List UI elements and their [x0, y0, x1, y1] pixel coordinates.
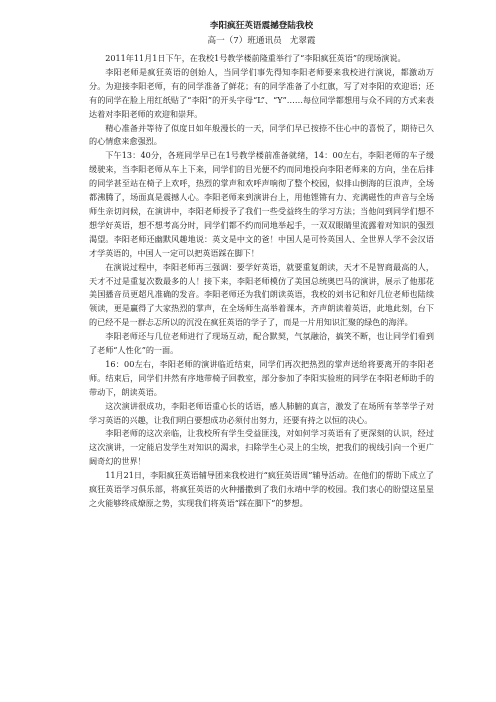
article-title: 李阳疯狂英语震撼登陆我校 — [209, 21, 314, 31]
paragraph: 在演说过程中，李阳老师再三强调：要学好英语，就要重复朗读，天才不是智商最高的人，天才不过是重复次数最多的人！接下来，李阳老师模仿了美国总统奥巴马的演讲，展示了他那花美国播音员更超凡准确的发音。李阳老师还为我们朗读英语，我校的刘书记和好几位老师也陆续领读，更是赢得了大家热烈的掌声，在全场师生高举着课本，齐声朗读着英语，此地此刻，台下的已经不是一群忐忑所以的沉没在疯狂英语的学子了，而是一片用知识汇聚的绿色的海洋。 — [89, 261, 434, 328]
paragraph: 李阳老师的这次亲临，让我校所有学生受益匪浅，对如何学习英语有了更深刻的认识，经过这次演讲，一定能启发学生对知识的渴求，扫除学生心灵上的尘埃，把我们的视线引向一个更广阔奇幻的世界！ — [89, 428, 434, 467]
paragraph: 李阳老师是疯狂英语的创始人，当同学们事先得知李阳老师要来我校进行演说，都激动万分。为迎接李阳老师，有的同学准备了鲜花；有的同学准备了小红旗，写了对李阳的欢迎语；还有的同学在脸上用红纸贴了“李阳”的开头字母“L”、“Y”……每位同学都想用与众不同的方式来表达着对李阳老师的欢迎和崇拜。 — [89, 66, 434, 119]
paragraph: 2011年11月1日下午，在我校1号教学楼前隆重举行了“李阳疯狂英语”的现场演说。 — [105, 53, 406, 63]
paragraph: 李阳老师还与几位老师进行了现场互动，配合默契，气氛融洽，搞笑不断，也让同学们看到了老师“人性化”的一面。 — [89, 331, 434, 356]
byline-class: 高一（7）班通讯员 — [207, 36, 282, 46]
paragraph: 16：00左右，李阳老师的演讲临近结束，同学们再次把热烈的掌声送给将要离开的李阳老师。结束后，同学们井然有序地带椅子回教室，部分参加了李阳实验班的同学在李阳老师助手的带动下，朗读英语。 — [89, 358, 434, 397]
paragraph: 这次演讲很成功，李阳老师语重心长的话语，感人肺腑的真言，激发了在场所有莘莘学子对学习英语的兴趣，让我们明白要想成功必须付出努力，还要有持之以恒的决心。 — [89, 400, 434, 425]
paragraph: 11月21日，李阳疯狂英语辅导团来我校进行“疯狂英语周”辅导活动。在他们的帮助下成立了疯狂英语学习俱乐部，将疯狂英语的火种播撒到了我们永靖中学的校园。我们衷心的盼望这星星之火能够终成燎原之势，实现我们将英语“踩在脚下”的梦想。 — [89, 470, 434, 508]
paragraph: 下午13：40分，各班同学早已在1号教学楼前准备就绪，14：00左右，李阳老师的车子缓缓驶来，当李阳老师从车上下来，同学们的目光便不约而同地投向李阳老师来的方向，坐在后排的同学甚至站在椅子上欢呼，热烈的掌声和欢呼声响彻了整个校园，似排山倒海的巨浪声，全场都沸腾了，场面真是震撼人心。李阳老师来到演讲台上，用他铿锵有力、充满磁性的声音与全场师生亲切问候，在演讲中，李阳老师授予了我们一些受益终生的学习方法；当他问到同学们想不想学好英语，想不想考高分时，同学们都不约而同地举起手，一双双眼睛里流露着对知识的强烈渴望。李阳老师还幽默风趣地说：英文是中文的爸！中国人是可怜英国人、全世界人学不会汉语才学英语的，中国人一定可以把英语踩在脚下！ — [89, 150, 434, 258]
paragraph: 精心准备并等待了似度日如年般漫长的一天，同学们早已按捺不住心中的喜悦了，期待已久的心情愈来愈强烈。 — [89, 122, 434, 147]
byline-author: 尤翠霞 — [289, 36, 316, 46]
article-byline — [89, 35, 434, 47]
article-body — [89, 52, 434, 511]
